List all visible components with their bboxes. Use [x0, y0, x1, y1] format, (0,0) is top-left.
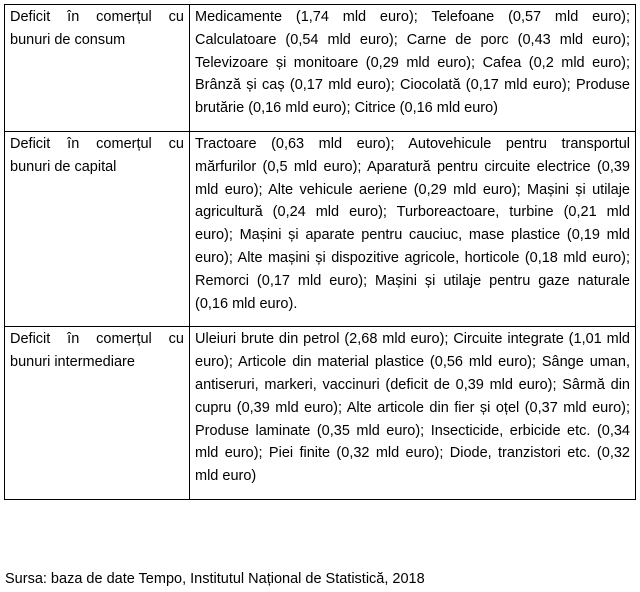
- table-row-consumer-goods: [5, 5, 636, 132]
- items-cell: Tractoare (0,63 mld euro); Autovehicule pentru transportul mărfurilor (0,5 mld euro); Aparatură pentru circuite electrice (0,39 mld euro); Alte vehicule aeriene (0,29 mld euro); Mașini și utilaje agricultură (0,24 mld euro); Turboreactoare, turbine (0,21 mld euro); Mașini și aparate pentru cauciuc, mase plastice (0,19 mld euro); Alte mașini și dispozitive agricole, horticole (0,18 mld euro); Remorci (0,17 mld euro); Mașini și utilaje pentru gaze naturale (0,16 mld euro).: [190, 131, 636, 326]
- source-note: Sursa: baza de date Tempo, Institutul Național de Statistică, 2018: [5, 571, 425, 587]
- category-cell: Deficit în comerțul cu bunuri de consum: [5, 5, 190, 132]
- items-cell: Medicamente (1,74 mld euro); Telefoane (0,57 mld euro); Calculatoare (0,54 mld euro); Carne de porc (0,43 mld euro); Televizoare și monitoare (0,29 mld euro); Cafea (0,2 mld euro); Brânză și caș (0,17 mld euro); Ciocolată (0,17 mld euro); Produse brutărie (0,16 mld euro); Citrice (0,16 mld euro): [190, 5, 636, 132]
- items-cell: Uleiuri brute din petrol (2,68 mld euro); Circuite integrate (1,01 mld euro); Articole din material plastice (0,56 mld euro); Sânge uman, antiseruri, markeri, vaccinuri (deficit de 0,39 mld euro); Sârmă din cupru (0,39 mld euro); Alte articole din fier și oțel (0,37 mld euro); Produse laminate (0,35 mld euro); Insecticide, erbicide etc. (0,34 mld euro); Piei finite (0,32 mld euro); Diode, tranzistori etc. (0,32 mld euro): [190, 327, 636, 500]
- category-cell: Deficit în comerțul cu bunuri de capital: [5, 131, 190, 326]
- category-cell: Deficit în comerțul cu bunuri intermediare: [5, 327, 190, 500]
- table-row-capital-goods: [5, 131, 636, 326]
- table-row-intermediate-goods: [5, 327, 636, 500]
- deficit-table: [4, 4, 636, 500]
